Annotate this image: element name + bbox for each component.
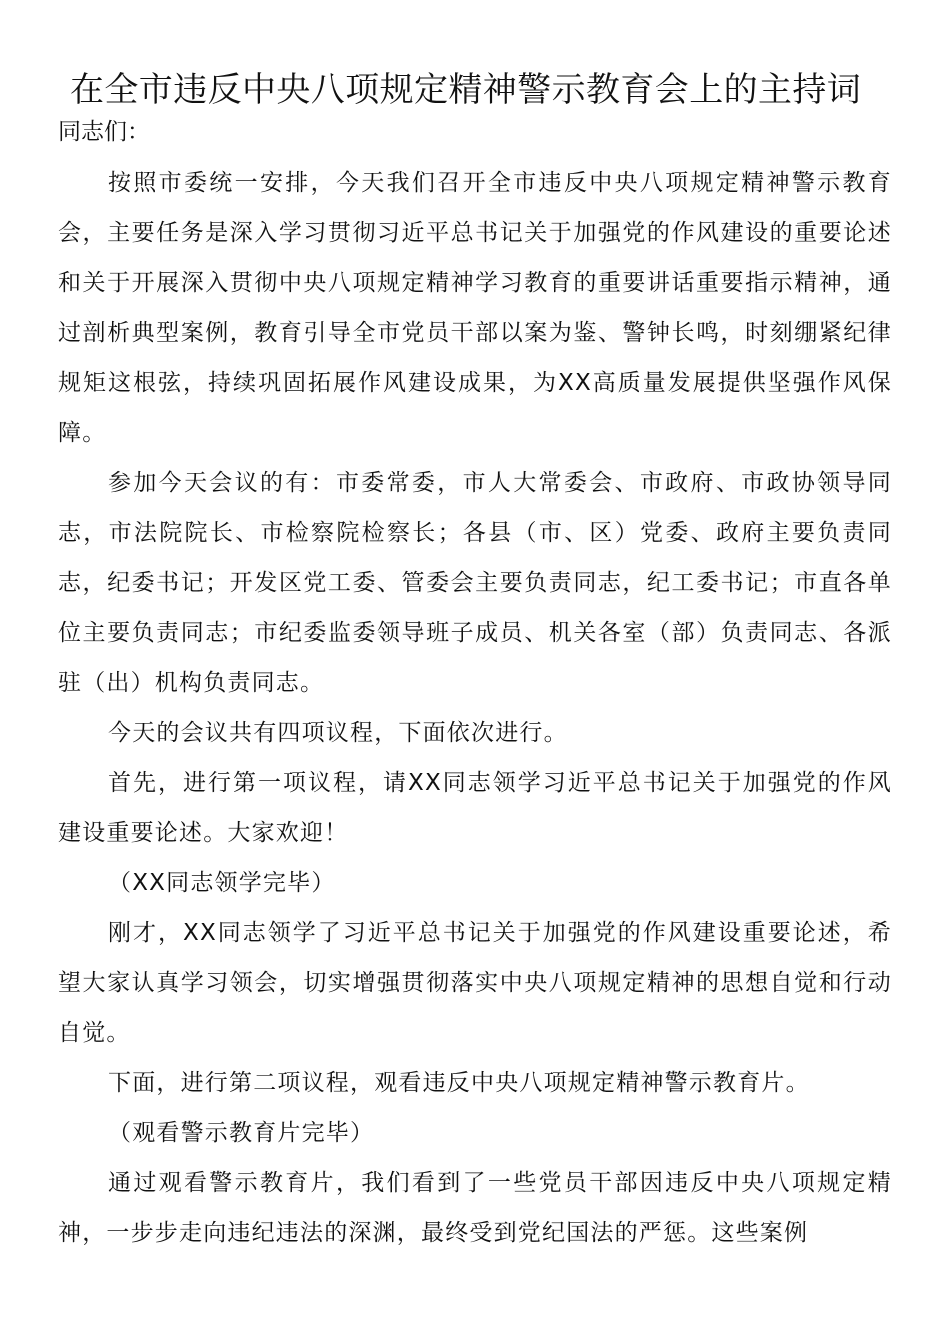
paragraph: 下面，进行第二项议程，观看违反中央八项规定精神警示教育片。 (108, 1070, 810, 1096)
salutation: 同志们： (58, 119, 150, 145)
paragraph: 参加今天会议的有：市委常委，市人大常委会、市政府、市政协领导同志，市法院院长、市检察院检察长；各县（市、区）党委、政府主要负责同志，纪委书记；开发区党工委、管委会主要负责同志，纪工委书记；市直各单位主要负责同志；市纪委监委领导班子成员、机关各室（部）负责同志、各派驻（出）机构负责同志。 (58, 470, 892, 696)
document-title: 在全市违反中央八项规定精神警示教育会上的主持词 (70, 70, 862, 110)
paragraph: （观看警示教育片完毕） (108, 1120, 375, 1146)
paragraph: 通过观看警示教育片，我们看到了一些党员干部因违反中央八项规定精神，一步步走向违纪违法的深渊，最终受到党纪国法的严惩。这些案例 (58, 1170, 892, 1246)
paragraph: 今天的会议共有四项议程，下面依次进行。 (108, 720, 568, 746)
paragraph: 刚才，XX同志领学了习近平总书记关于加强党的作风建设重要论述，希望大家认真学习领会，切实增强贯彻落实中央八项规定精神的思想自觉和行动自觉。 (58, 920, 892, 1046)
paragraph: （XX同志领学完毕） (108, 870, 336, 896)
paragraph: 首先，进行第一项议程，请XX同志领学习近平总书记关于加强党的作风建设重要论述。大家欢迎！ (58, 770, 892, 846)
document-body (58, 158, 892, 1258)
paragraph: 按照市委统一安排，今天我们召开全市违反中央八项规定精神警示教育会，主要任务是深入学习贯彻习近平总书记关于加强党的作风建设的重要论述和关于开展深入贯彻中央八项规定精神学习教育的重要讲话重要指示精神，通过剖析典型案例，教育引导全市党员干部以案为鉴、警钟长鸣，时刻绷紧纪律规矩这根弦，持续巩固拓展作风建设成果，为XX高质量发展提供坚强作风保障。 (58, 170, 892, 446)
